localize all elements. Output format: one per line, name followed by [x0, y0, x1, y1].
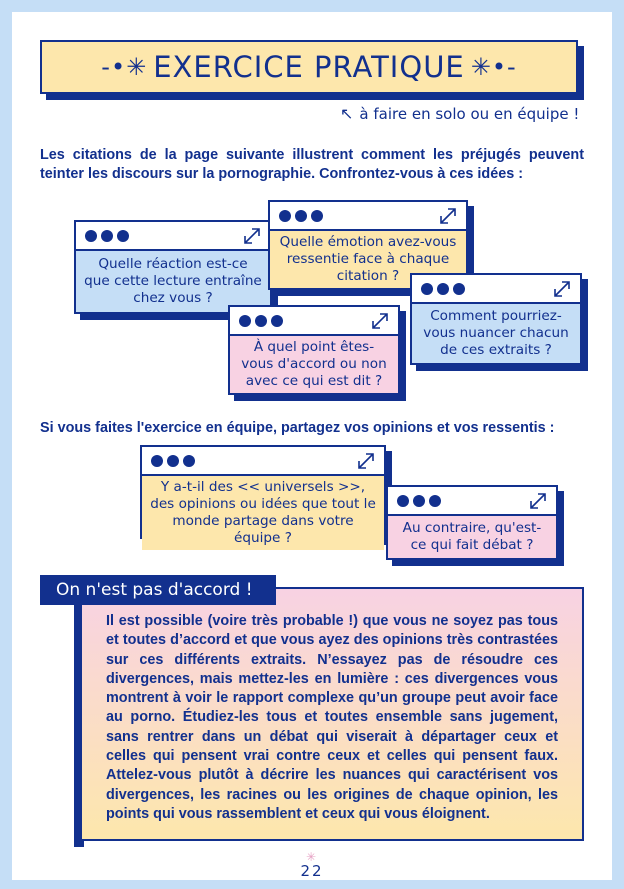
card-text: Y a-t-il des << universels >>, des opinions ou idées que tout le monde partage dans votre équipe ?: [142, 476, 384, 550]
card-text: À quel point êtes-vous d'accord ou non avec ce qui est dit ?: [230, 336, 398, 393]
expand-arrows-icon[interactable]: [357, 452, 375, 470]
page-number-text: 22: [300, 862, 324, 880]
expand-arrows-icon[interactable]: [243, 227, 261, 245]
expand-arrows-icon[interactable]: [553, 280, 571, 298]
window-titlebar: [412, 275, 580, 304]
window-dots-icon: [421, 283, 465, 295]
expand-arrows-icon[interactable]: [529, 492, 547, 510]
page-title: [40, 40, 578, 94]
window-dots-icon: [397, 495, 441, 507]
subtitle: [340, 104, 579, 123]
question-card: [410, 273, 582, 365]
question-card: [74, 220, 272, 314]
title-block: [40, 40, 584, 100]
question-card: [140, 445, 386, 546]
window-dots-icon: [85, 230, 129, 242]
card-text: Au contraire, qu'est-ce qui fait débat ?: [388, 516, 556, 558]
question-card: [228, 305, 400, 395]
window-dots-icon: [151, 455, 195, 467]
expand-arrows-icon[interactable]: [371, 312, 389, 330]
card-text: Quelle réaction est-ce que cette lecture entraîne chez vous ?: [76, 251, 270, 312]
window-dots-icon: [279, 210, 323, 222]
title-text: EXERCICE PRATIQUE: [153, 50, 465, 84]
intro-paragraph: Les citations de la page suivante illustrent comment les préjugés peuvent teinter les discours sur la pornographie. Confrontez-vous à ces idées :: [40, 147, 584, 182]
arrow-up-left-icon: ↖: [340, 104, 354, 123]
window-dots-icon: [239, 315, 283, 327]
subtitle-text: à faire en solo ou en équipe !: [359, 105, 580, 123]
question-card: [386, 485, 558, 560]
card-text: Quelle émotion avez-vous ressentie face à chaque citation ?: [270, 231, 466, 288]
team-paragraph: Si vous faites l'exercice en équipe, partagez vos opinions et vos ressentis :: [40, 420, 555, 436]
disagree-banner: On n'est pas d'accord !: [40, 575, 276, 605]
emphasis-text: N’essayez pas de résoudre ces divergences, mais mettez-les en lumière: [106, 651, 558, 687]
page-number: [0, 852, 624, 880]
asterisk-icon: ✳: [305, 850, 319, 864]
window-titlebar: [270, 202, 466, 231]
card-text: Comment pourriez-vous nuancer chacun de ces extraits ?: [412, 304, 580, 363]
title-right-deco: ✳•-: [470, 53, 517, 81]
expand-arrows-icon[interactable]: [439, 207, 457, 225]
window-titlebar: [76, 222, 270, 251]
window-titlebar: [142, 447, 384, 476]
title-left-deco: -•✳: [101, 53, 148, 81]
window-titlebar: [388, 487, 556, 516]
window-titlebar: [230, 307, 398, 336]
disagree-text: Il est possible (voire très probable !) que vous ne soyez pas tous et toutes d’accord et que vous ayez des opinions très contrastées sur ces différents extraits. N’essayez pas de résoudre ces divergences, mais mettez-les en lumière : ces divergences vous montrent à voir le rapport complexe qu’un groupe peut avoir face au porno. Étudiez-les tous et toutes ensemble sans jugement, sans rentrer dans un débat qui viserait à départager ceux et celles qui pensent vrai contre ceux et celles qui pensent faux. Attelez-vous plutôt à décrire les nuances qui caractérisent vos divergences, les racines ou les origines de chaque opinion, les points qui vous rassemblent et ceux qui vous éloignent.: [106, 613, 558, 822]
